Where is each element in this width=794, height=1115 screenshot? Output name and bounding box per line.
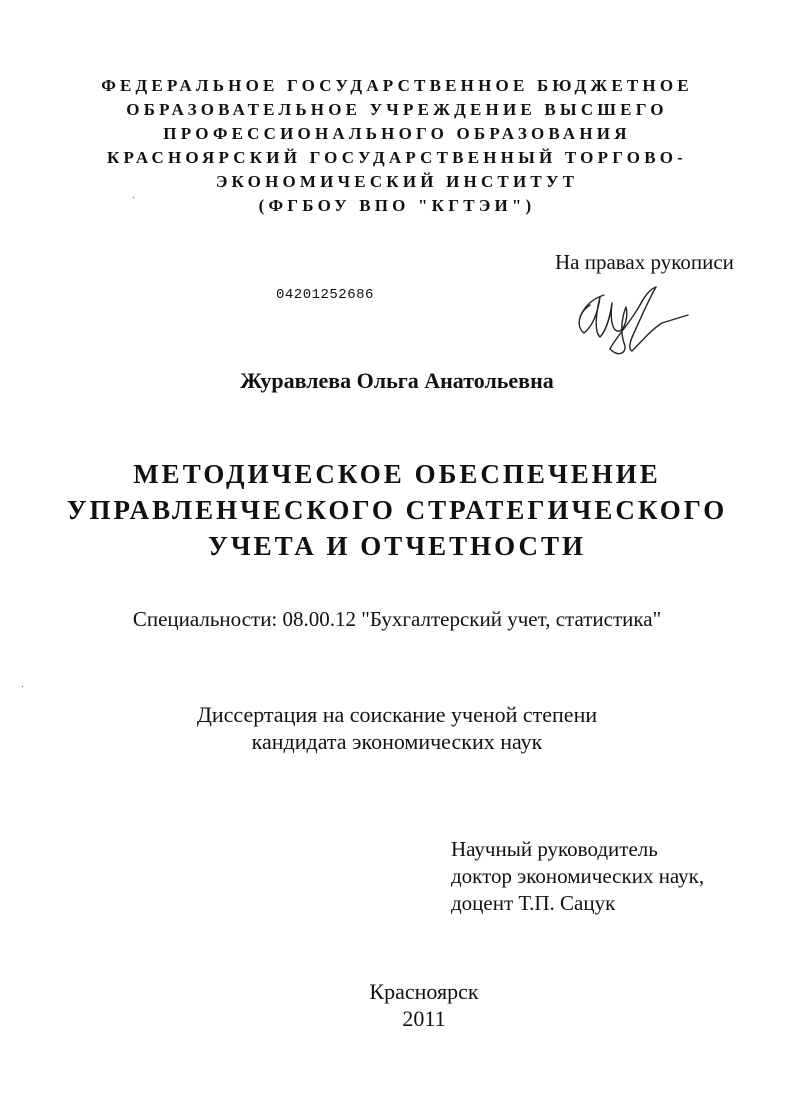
title-line: МЕТОДИЧЕСКОЕ ОБЕСПЕЧЕНИЕ	[133, 459, 661, 489]
author-name: Журавлева Ольга Анатольевна	[240, 368, 554, 393]
degree-statement	[0, 701, 794, 755]
specialty: Специальности: 08.00.12 "Бухгалтерский учет, статистика"	[132, 607, 662, 631]
degree-line: Диссертация на соискание ученой степени	[196, 702, 598, 727]
place: Красноярск	[369, 979, 479, 1004]
signature	[570, 283, 690, 359]
institution-line: ПРОФЕССИОНАЛЬНОГО ОБРАЗОВАНИЯ	[163, 124, 631, 143]
advisor-line: доцент Т.П. Сацук	[451, 891, 616, 915]
advisor-line: доктор экономических наук,	[451, 864, 705, 888]
institution-line: ОБРАЗОВАТЕЛЬНОЕ УЧРЕЖДЕНИЕ ВЫСШЕГО	[126, 100, 668, 119]
scan-speck	[22, 686, 23, 687]
scan-speck	[133, 197, 134, 198]
institution-line: ЭКОНОМИЧЕСКИЙ ИНСТИТУТ	[215, 172, 579, 191]
advisor-line: Научный руководитель	[451, 837, 658, 861]
title-line: УПРАВЛЕНЧЕСКОГО СТРАТЕГИЧЕСКОГО	[66, 495, 728, 525]
title-line: УЧЕТА И ОТЧЕТНОСТИ	[208, 531, 586, 561]
document-number: 04201252686	[276, 287, 374, 303]
institution-abbreviation: (ФГБОУ ВПО "КГТЭИ")	[258, 196, 536, 215]
place-and-year	[0, 978, 794, 1032]
dissertation-title	[0, 456, 794, 564]
manuscript-note: На правах рукописи	[555, 250, 734, 274]
year: 2011	[402, 1006, 446, 1031]
scientific-advisor	[451, 836, 704, 917]
institution-line: ФЕДЕРАЛЬНОЕ ГОСУДАРСТВЕННОЕ БЮДЖЕТНОЕ	[101, 76, 693, 95]
degree-line: кандидата экономических наук	[251, 729, 543, 754]
institution-header	[0, 74, 794, 218]
institution-line: КРАСНОЯРСКИЙ ГОСУДАРСТВЕННЫЙ ТОРГОВО-	[106, 148, 688, 167]
